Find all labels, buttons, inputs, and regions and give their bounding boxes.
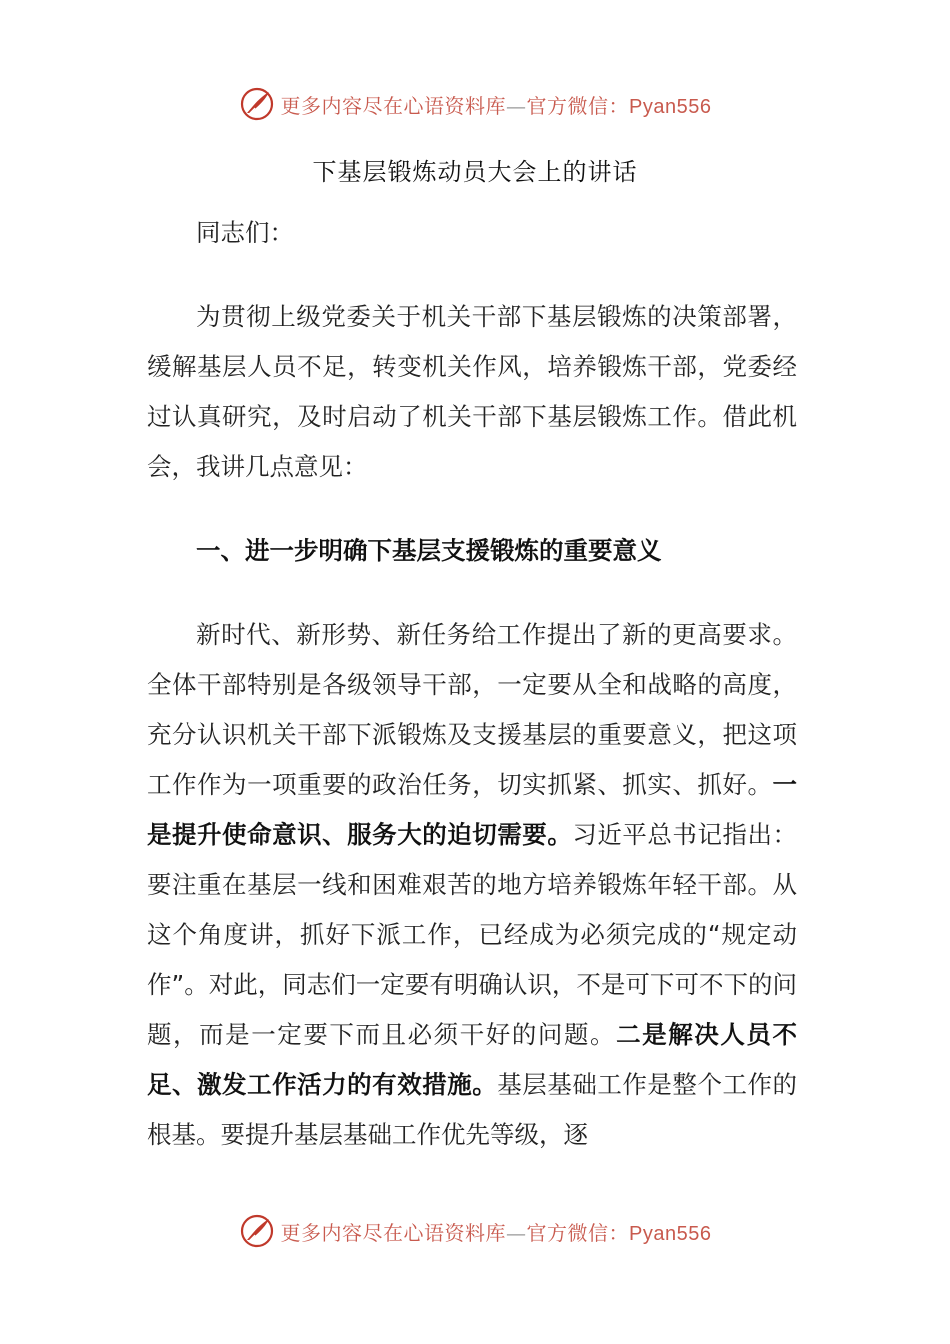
- intro-paragraph: 为贯彻上级党委关于机关干部下基层锻炼的决策部署，缓解基层人员不足，转变机关作风，培养锻炼干部，党委经过认真研究，及时启动了机关干部下基层锻炼工作。借此机会，我讲几点意见：: [147, 302, 797, 481]
- section-heading: 一、进一步明确下基层支援锻炼的重要意义: [196, 536, 662, 565]
- section-text-1: 新时代、新形势、新任务给工作提出了新的更高要求。全体干部特别是各级领导干部，一定要从全和战略的高度，充分认识机关干部下派锻炼及支援基层的重要意义，把这项工作作为一项重要的政治任务，切实抓紧、抓实、抓好。: [147, 620, 797, 799]
- quill-logo-icon: [239, 86, 275, 122]
- watermark-handle: Pyan556: [629, 95, 712, 118]
- watermark-contact-label: 官方微信：: [526, 93, 630, 118]
- section-text-3: 基层基础工作是整个工作的根基。要提升基层基础工作优先等级，逐: [147, 1070, 798, 1149]
- section-text-2: 习近平总书记指出：要注重在基层一线和困难艰苦的地方培养锻炼年轻干部。从这个角度讲，抓好下派工作，已经成为必须完成的“规定动作”。对此，同志们一定要有明确认识，不是可下可不下的问题，而是一定要下而且必须干好的问题。: [147, 820, 798, 1049]
- watermark-brand: 更多内容尽在心语资料库: [280, 93, 507, 118]
- watermark-brand: 更多内容尽在心语资料库: [280, 1220, 507, 1245]
- document-title: 下基层锻炼动员大会上的讲话: [312, 158, 638, 186]
- point-two-bold: 二是解决人员不足、激发工作活力的有效措施。: [147, 1020, 797, 1099]
- watermark-text: [281, 1217, 712, 1246]
- watermark-separator: —: [506, 93, 527, 118]
- point-one-bold: 一是提升使命意识、服务大的迫切需要。: [147, 770, 797, 849]
- watermark-contact-label: 官方微信：: [526, 1220, 630, 1245]
- watermark-separator: —: [506, 1220, 527, 1245]
- salutation: 同志们：: [196, 218, 294, 247]
- watermark-banner-bottom: [0, 1211, 950, 1251]
- section-paragraph: [147, 610, 797, 1160]
- document-body: [147, 208, 797, 1160]
- quill-logo-icon: [239, 1213, 275, 1249]
- watermark-banner-top: [0, 84, 950, 124]
- watermark-handle: Pyan556: [629, 1222, 712, 1245]
- watermark-text: [281, 90, 712, 119]
